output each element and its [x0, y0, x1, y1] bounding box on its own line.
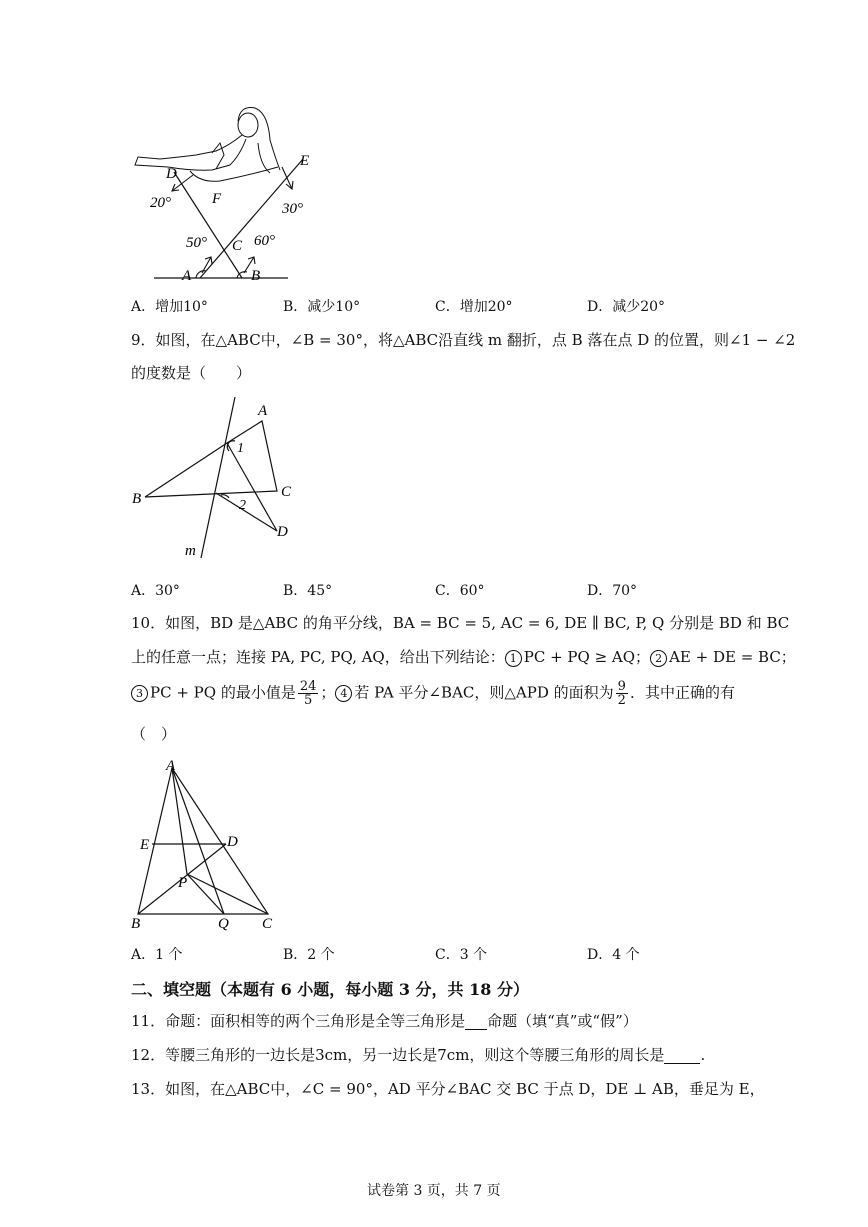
q10-option-b: B．2 个	[283, 947, 335, 963]
conclusion-4-tail: ．其中正确的有	[629, 683, 735, 702]
q11-stem-before: 11．命题：面积相等的两个三角形是全等三角形是	[131, 1012, 466, 1030]
fig9-label-A: A	[258, 403, 268, 419]
conclusion-4-marker: 4	[335, 685, 352, 702]
fig9-label-m: m	[185, 543, 196, 559]
q11-stem	[131, 1012, 638, 1030]
q10-stem-line2-text: 上的任意一点；连接 PA, PC, PQ, AQ，给出下列结论：	[131, 648, 505, 666]
fraction-24-5	[298, 680, 319, 707]
fraction-9-2	[616, 680, 628, 707]
fig9-label-D: D	[277, 524, 288, 540]
girl-illustration	[135, 108, 280, 182]
q9-option-a: A．30°	[131, 583, 180, 599]
fig10-label-B: B	[131, 916, 141, 932]
fig8-label-E: E	[300, 153, 310, 169]
q10-answer-paren: （ ）	[131, 725, 177, 743]
page-footer: 试卷第 3 页，共 7 页	[367, 1183, 501, 1199]
fraction-numerator: 9	[617, 679, 626, 694]
fig8-label-D: D	[166, 166, 177, 182]
section-2-heading: 二、填空题（本题有 6 小题，每小题 3 分，共 18 分）	[131, 980, 529, 999]
q9-stem-line2: 的度数是（ ）	[131, 364, 252, 382]
q12-stem	[131, 1046, 705, 1064]
q11-stem-after: 命题（填“真”或“假”）	[487, 1012, 638, 1030]
q8-option-d: D．减少20°	[587, 299, 666, 315]
q10-stem-line1: 10．如图，BD 是△ABC 的角平分线，BA = BC = 5, AC = 6, DE ∥ BC, P, Q 分别是 BD 和 BC	[131, 614, 790, 632]
q10-option-a: A．1 个	[131, 947, 183, 963]
q10-option-c: C．3 个	[435, 947, 488, 963]
fig10-label-E: E	[140, 837, 150, 853]
figure-q8	[120, 95, 340, 290]
fig8-label-F: F	[212, 191, 222, 207]
conclusion-3-marker: 3	[131, 685, 148, 702]
fraction-numerator: 24	[299, 679, 317, 694]
fig10-label-D: D	[227, 834, 238, 850]
conclusion-1: PC + PQ ≥ AQ；	[523, 648, 651, 666]
figure-q10	[128, 756, 288, 936]
conclusion-3: PC + PQ 的最小值是	[150, 683, 296, 702]
fig8-angle-60: 60°	[254, 233, 275, 249]
q8-option-c: C．增加20°	[435, 299, 513, 315]
fig8-label-A: A	[182, 268, 192, 284]
q9-option-c: C．60°	[435, 583, 485, 599]
fig8-label-B: B	[251, 268, 261, 284]
fig10-label-P: P	[178, 875, 188, 891]
conclusion-4: 若 PA 平分∠BAC，则△APD 的面积为	[354, 683, 614, 702]
fig10-label-Q: Q	[218, 916, 229, 932]
fig9-label-C: C	[281, 484, 292, 500]
q8-option-a: A．增加10°	[131, 299, 208, 315]
q10-option-d: D．4 个	[587, 947, 640, 963]
q9-option-b: B．45°	[283, 583, 333, 599]
fig10-label-A: A	[166, 758, 176, 774]
q9-stem-line1: 9．如图，在△ABC中，∠B = 30°，将△ABC沿直线 m 翻折，点 B 落在点 D 的位置，则∠1 − ∠2	[131, 331, 796, 349]
q10-stem-line3	[131, 680, 735, 707]
q11-answer-blank[interactable]	[465, 1015, 487, 1030]
q10-stem-line2	[131, 648, 796, 667]
fig8-angle-30: 30°	[282, 201, 303, 217]
conclusion-2: AE + DE = BC；	[669, 648, 796, 666]
conclusion-1-marker: 1	[505, 650, 522, 667]
q12-stem-before: 12．等腰三角形的一边长是3cm，另一边长是7cm，则这个等腰三角形的周长是	[131, 1046, 665, 1064]
q12-answer-blank[interactable]	[664, 1049, 700, 1064]
fig9-angle-2: 2	[239, 498, 246, 513]
fig8-label-C: C	[232, 238, 243, 254]
fig8-angle-20: 20°	[150, 195, 171, 211]
fig9-angle-1: 1	[237, 441, 244, 456]
q12-stem-after: .	[700, 1046, 706, 1064]
q13-stem: 13．如图，在△ABC中，∠C = 90°，AD 平分∠BAC 交 BC 于点 D，DE ⊥ AB，垂足为 E，	[131, 1080, 765, 1098]
conclusion-3-tail: ；	[320, 683, 336, 702]
q8-option-b: B．减少10°	[283, 299, 361, 315]
q9-option-d: D．70°	[587, 583, 638, 599]
fraction-denominator: 5	[303, 693, 313, 708]
figure-q9	[125, 395, 315, 570]
fig8-angle-50: 50°	[186, 235, 207, 251]
fig9-label-B: B	[132, 491, 142, 507]
fig10-label-C: C	[262, 916, 273, 932]
fraction-denominator: 2	[617, 693, 626, 708]
conclusion-2-marker: 2	[650, 650, 667, 667]
